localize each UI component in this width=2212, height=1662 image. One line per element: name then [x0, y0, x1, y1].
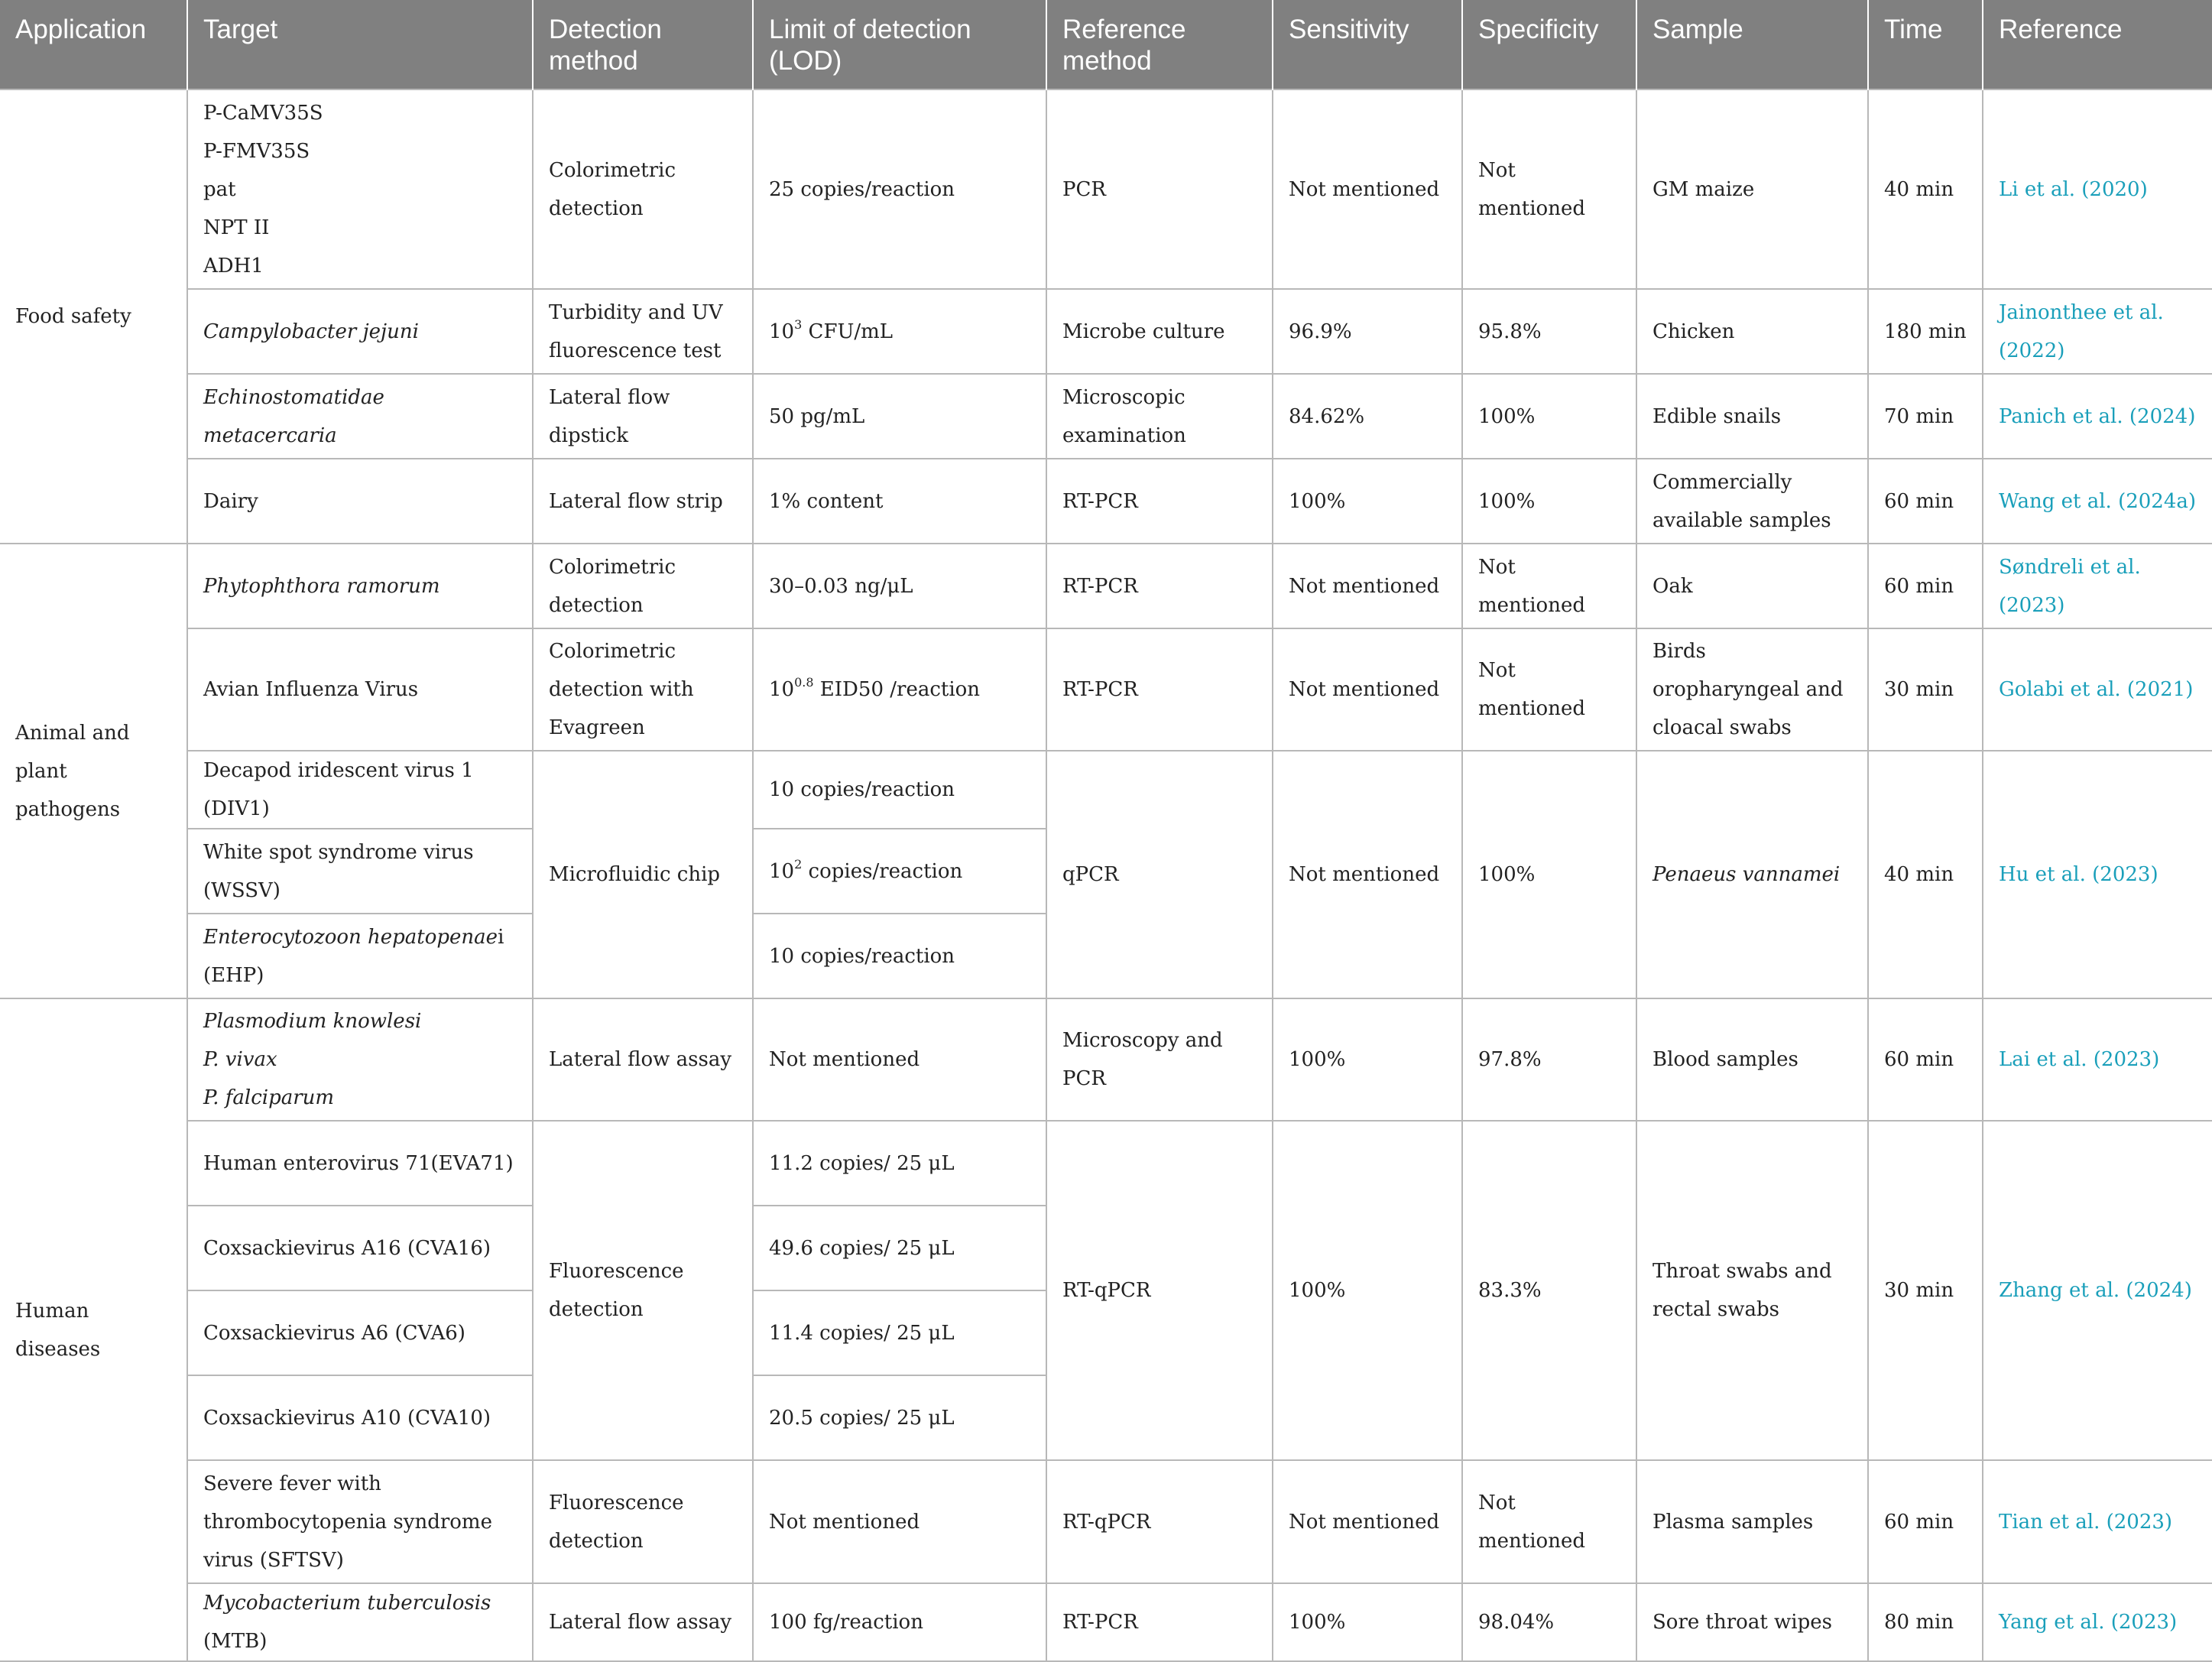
time-cell: 60 min [1868, 459, 1983, 544]
target-cell: Decapod iridescent virus 1 (DIV1) [187, 751, 533, 829]
target-name: Plasmodium knowlesi [203, 1010, 422, 1033]
target-name-italic: Enterocytozoon hepatopenae [203, 925, 498, 949]
target-cell: Phytophthora ramorum [187, 544, 533, 628]
time-cell: 60 min [1868, 998, 1983, 1121]
detection-method-cell: Fluorescence detection [533, 1460, 753, 1583]
detection-method-cell: Lateral flow dipstick [533, 374, 753, 459]
reference-link[interactable]: Søndreli et al. (2023) [1983, 544, 2212, 628]
sample-cell: Sore throat wipes [1636, 1583, 1868, 1661]
reference-method-cell: Microscopy and PCR [1046, 998, 1273, 1121]
lod-cell [753, 829, 1046, 914]
target-name: P. vivax [203, 1048, 277, 1071]
detection-method-cell: Colorimetric detection with Evagreen [533, 628, 753, 751]
target-cell: Coxsackievirus A6 (CVA6) [187, 1290, 533, 1375]
application-food-safety: Food safety [0, 89, 187, 544]
lod-cell: 11.4 copies/ 25 μL [753, 1290, 1046, 1375]
specificity-cell: 98.04% [1462, 1583, 1636, 1661]
lod-exponent: 2 [794, 856, 803, 872]
header-reference: Reference [1983, 0, 2212, 89]
lod-unit: copies/reaction [802, 859, 963, 883]
reference-method-cell: qPCR [1046, 751, 1273, 998]
reference-link[interactable]: Zhang et al. (2024) [1983, 1121, 2212, 1460]
target-cell: Dairy [187, 459, 533, 544]
header-specificity: Specificity [1462, 0, 1636, 89]
sample-cell: Blood samples [1636, 998, 1868, 1121]
target-cell: Coxsackievirus A16 (CVA16) [187, 1206, 533, 1290]
lod-cell: Not mentioned [753, 1460, 1046, 1583]
lod-cell: 11.2 copies/ 25 μL [753, 1121, 1046, 1206]
lod-cell: 10 copies/reaction [753, 914, 1046, 998]
detection-method-cell: Microfluidic chip [533, 751, 753, 998]
time-cell: 80 min [1868, 1583, 1983, 1661]
lod-unit: EID50 /reaction [813, 678, 981, 701]
table-row [0, 1121, 2212, 1206]
target-cell [187, 1583, 533, 1661]
sensitivity-cell: Not mentioned [1273, 751, 1462, 998]
header-detection-method: Detection method [533, 0, 753, 89]
specificity-cell: 95.8% [1462, 289, 1636, 374]
target-cell: Human enterovirus 71(EVA71) [187, 1121, 533, 1206]
table-row [0, 89, 2212, 289]
target-cell [187, 914, 533, 998]
detection-method-cell: Lateral flow strip [533, 459, 753, 544]
lod-cell: 30–0.03 ng/μL [753, 544, 1046, 628]
header-sensitivity: Sensitivity [1273, 0, 1462, 89]
header-time: Time [1868, 0, 1983, 89]
target-cell: Severe fever with thrombocytopenia syndrome virus (SFTSV) [187, 1460, 533, 1583]
time-cell: 40 min [1868, 89, 1983, 289]
header-application: Application [0, 0, 187, 89]
sample-cell: GM maize [1636, 89, 1868, 289]
sensitivity-cell: Not mentioned [1273, 89, 1462, 289]
reference-link[interactable]: Jainonthee et al. (2022) [1983, 289, 2212, 374]
lod-cell: 10 copies/reaction [753, 751, 1046, 829]
target-cell: Avian Influenza Virus [187, 628, 533, 751]
sample-cell: Chicken [1636, 289, 1868, 374]
lod-cell: 1% content [753, 459, 1046, 544]
specificity-cell: 97.8% [1462, 998, 1636, 1121]
target-cell [187, 89, 533, 289]
sample-cell: Birds oropharyngeal and cloacal swabs [1636, 628, 1868, 751]
target-cell: White spot syndrome virus (WSSV) [187, 829, 533, 914]
lod-unit: CFU/mL [802, 320, 894, 343]
lod-cell [753, 289, 1046, 374]
reference-link[interactable]: Panich et al. (2024) [1983, 374, 2212, 459]
header-sample: Sample [1636, 0, 1868, 89]
target-name: P-FMV35S [203, 139, 310, 163]
table-row [0, 628, 2212, 751]
reference-link[interactable]: Tian et al. (2023) [1983, 1460, 2212, 1583]
sensitivity-cell: 100% [1273, 459, 1462, 544]
reference-link[interactable]: Hu et al. (2023) [1983, 751, 2212, 998]
detection-method-cell: Colorimetric detection [533, 89, 753, 289]
specificity-cell: Not mentioned [1462, 628, 1636, 751]
sample-cell: Plasma samples [1636, 1460, 1868, 1583]
sensitivity-cell: 100% [1273, 998, 1462, 1121]
header-lod: Limit of detection (LOD) [753, 0, 1046, 89]
specificity-cell: Not mentioned [1462, 89, 1636, 289]
specificity-cell: 100% [1462, 459, 1636, 544]
reference-method-cell: Microscopic examination [1046, 374, 1273, 459]
target-name: P. falciparum [203, 1086, 335, 1109]
header-reference-method: Reference method [1046, 0, 1273, 89]
table-row [0, 374, 2212, 459]
table-row [0, 544, 2212, 628]
detection-method-cell: Lateral flow assay [533, 1583, 753, 1661]
lod-exponent: 3 [794, 316, 803, 332]
header-target: Target [187, 0, 533, 89]
detection-method-cell: Colorimetric detection [533, 544, 753, 628]
reference-method-cell: PCR [1046, 89, 1273, 289]
lod-cell: Not mentioned [753, 998, 1046, 1121]
target-cell [187, 998, 533, 1121]
target-name: P-CaMV35S [203, 101, 323, 125]
lod-base: 10 [769, 320, 795, 343]
lod-cell: 100 fg/reaction [753, 1583, 1046, 1661]
lod-cell: 49.6 copies/ 25 μL [753, 1206, 1046, 1290]
table-row [0, 751, 2212, 829]
target-name: ADH1 [203, 254, 264, 278]
target-name-suffix: (MTB) [203, 1630, 268, 1653]
lod-cell: 50 pg/mL [753, 374, 1046, 459]
sample-cell: Oak [1636, 544, 1868, 628]
sample-cell: Penaeus vannamei [1636, 751, 1868, 998]
lod-exponent: 0.8 [794, 675, 814, 690]
sensitivity-cell: Not mentioned [1273, 628, 1462, 751]
sensitivity-cell: 100% [1273, 1583, 1462, 1661]
time-cell: 30 min [1868, 628, 1983, 751]
lod-cell [753, 628, 1046, 751]
reference-method-cell: RT-PCR [1046, 628, 1273, 751]
time-cell: 60 min [1868, 544, 1983, 628]
table-row [0, 459, 2212, 544]
reference-link[interactable]: Golabi et al. (2021) [1983, 628, 2212, 751]
lod-base: 10 [769, 859, 795, 883]
header-row [0, 0, 2212, 89]
time-cell: 40 min [1868, 751, 1983, 998]
sample-cell: Edible snails [1636, 374, 1868, 459]
target-name-suffix: i (EHP) [203, 925, 504, 987]
sample-cell: Throat swabs and rectal swabs [1636, 1121, 1868, 1460]
reference-link[interactable]: Yang et al. (2023) [1983, 1583, 2212, 1661]
lod-cell: 20.5 copies/ 25 μL [753, 1375, 1046, 1460]
time-cell: 30 min [1868, 1121, 1983, 1460]
sensitivity-cell: 96.9% [1273, 289, 1462, 374]
table-row [0, 289, 2212, 374]
application-animal-plant-pathogens: Animal and plant pathogens [0, 544, 187, 998]
time-cell: 180 min [1868, 289, 1983, 374]
reference-link[interactable]: Li et al. (2020) [1983, 89, 2212, 289]
target-name-italic: Mycobacterium tuberculosis [203, 1592, 491, 1615]
specificity-cell: 100% [1462, 374, 1636, 459]
detection-method-cell: Lateral flow assay [533, 998, 753, 1121]
lod-cell: 25 copies/reaction [753, 89, 1046, 289]
target-cell: Campylobacter jejuni [187, 289, 533, 374]
sensitivity-cell: Not mentioned [1273, 1460, 1462, 1583]
target-name: NPT II [203, 216, 270, 239]
detection-method-cell: Fluorescence detection [533, 1121, 753, 1460]
specificity-cell: 83.3% [1462, 1121, 1636, 1460]
reference-method-cell: RT-PCR [1046, 544, 1273, 628]
time-cell: 70 min [1868, 374, 1983, 459]
sensitivity-cell: Not mentioned [1273, 544, 1462, 628]
target-cell: Echinostomatidae metacercaria [187, 374, 533, 459]
lod-base: 10 [769, 678, 795, 701]
reference-method-cell: RT-qPCR [1046, 1121, 1273, 1460]
specificity-cell: Not mentioned [1462, 544, 1636, 628]
reference-method-cell: RT-qPCR [1046, 1460, 1273, 1583]
time-cell: 60 min [1868, 1460, 1983, 1583]
sample-cell: Commercially available samples [1636, 459, 1868, 544]
reference-link[interactable]: Lai et al. (2023) [1983, 998, 2212, 1121]
reference-method-cell: RT-PCR [1046, 459, 1273, 544]
target-cell: Coxsackievirus A10 (CVA10) [187, 1375, 533, 1460]
table-row [0, 1460, 2212, 1583]
sensitivity-cell: 100% [1273, 1121, 1462, 1460]
table-row [0, 1583, 2212, 1661]
application-human-diseases: Human diseases [0, 998, 187, 1661]
detection-method-cell: Turbidity and UV fluorescence test [533, 289, 753, 374]
reference-method-cell: Microbe culture [1046, 289, 1273, 374]
reference-link[interactable]: Wang et al. (2024a) [1983, 459, 2212, 544]
reference-method-cell: RT-PCR [1046, 1583, 1273, 1661]
target-name: pat [203, 177, 236, 201]
specificity-cell: 100% [1462, 751, 1636, 998]
sensitivity-cell: 84.62% [1273, 374, 1462, 459]
table-row [0, 998, 2212, 1121]
specificity-cell: Not mentioned [1462, 1460, 1636, 1583]
